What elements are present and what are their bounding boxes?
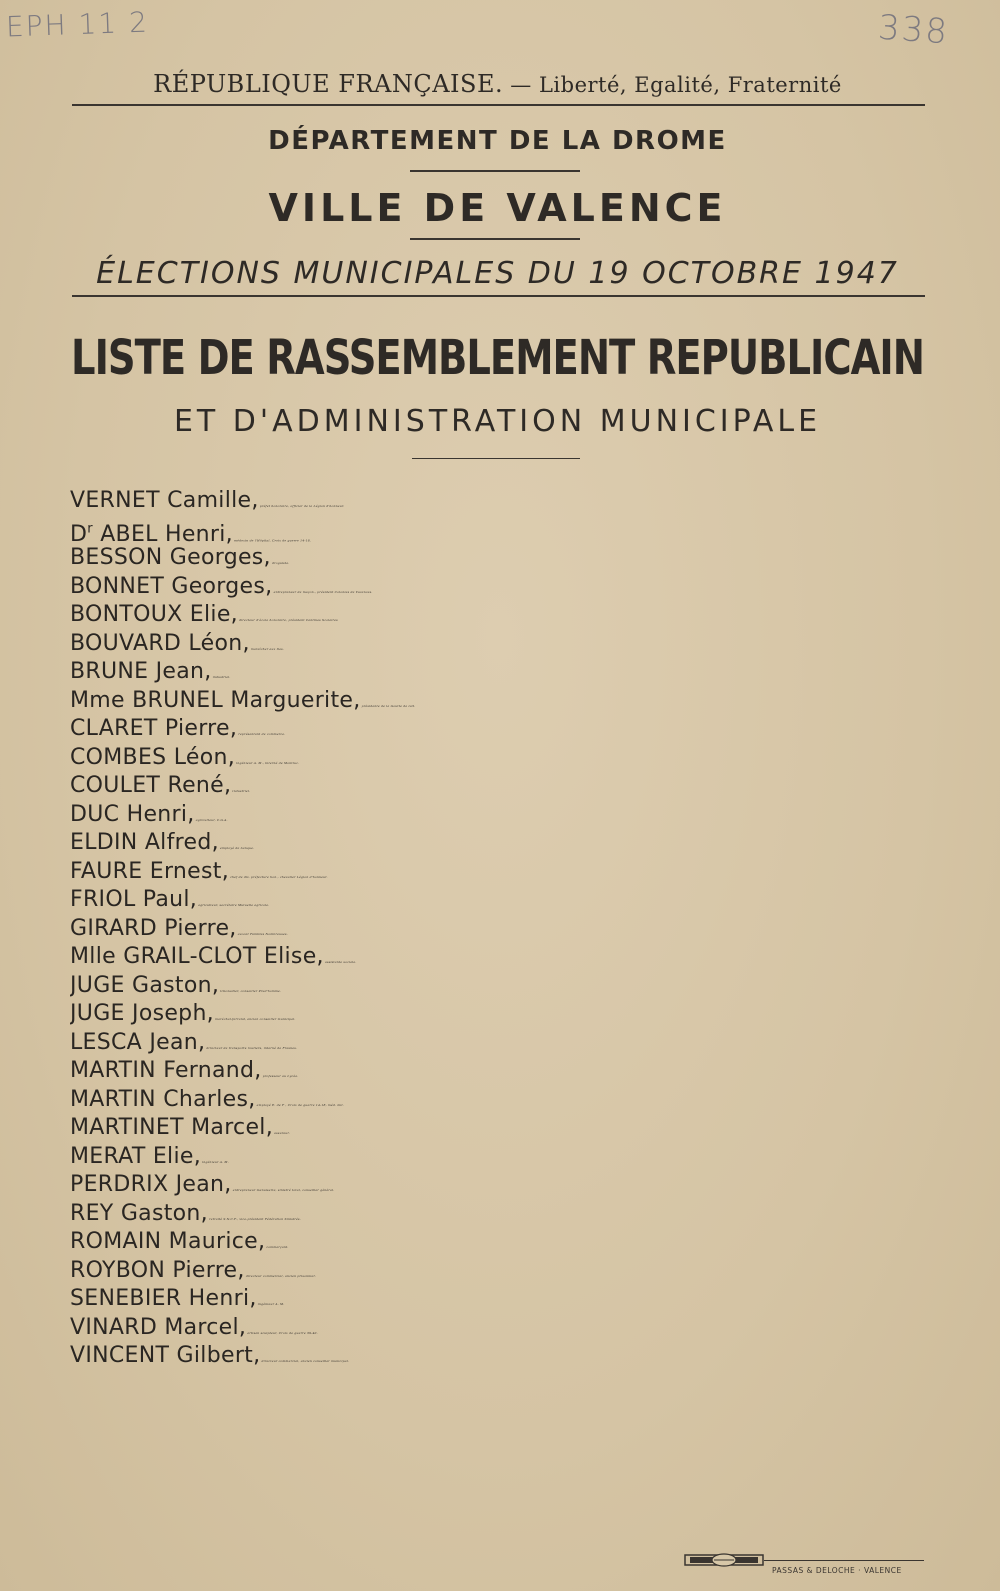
- candidate-description: directeur commercial, ancien prisonnier.: [244, 1273, 316, 1278]
- candidate-name: [70, 1229, 265, 1254]
- candidate-row: [70, 858, 960, 887]
- candidate-name: [70, 1343, 260, 1368]
- candidate-row: [70, 943, 960, 972]
- candidate-description: commerçant.: [265, 1245, 289, 1249]
- candidate-name: [70, 716, 237, 741]
- candidate-name: [70, 659, 212, 684]
- candidate-name: [70, 1315, 246, 1340]
- candidate-description: retraité S.N.C.F., vice-président Fédération Sinistrés.: [207, 1216, 301, 1221]
- candidate-description: ingénieur A. M.: [201, 1159, 229, 1164]
- printer-name: PASSAS & DELOCHE · VALENCE: [772, 1566, 902, 1575]
- candidate-row: [70, 1086, 960, 1115]
- candidate-row: [70, 886, 960, 915]
- candidate-name-text: ABEL Henri,: [92, 521, 233, 544]
- candidate-name: [70, 631, 250, 656]
- candidate-name-text: BOUVARD Léon,: [70, 630, 250, 656]
- candidate-description: assistante sociale.: [323, 960, 357, 964]
- candidate-list: [70, 487, 960, 1371]
- candidate-row: [70, 658, 960, 687]
- candidate-name-text: BESSON Georges,: [70, 545, 271, 570]
- candidate-name: [70, 488, 259, 513]
- candidate-row: [70, 544, 960, 573]
- candidate-description: assureur.: [273, 1131, 290, 1135]
- archive-page-number: 338: [876, 7, 951, 53]
- devise-text: — Liberté, Egalité, Fraternité: [503, 73, 842, 97]
- candidate-description: directeur commercial, ancien conseiller municipal.: [260, 1359, 350, 1363]
- candidate-name-text: FRIOL Paul,: [70, 887, 198, 912]
- candidate-row: [70, 630, 960, 659]
- candidate-name-text: BONTOUX Elie,: [70, 602, 238, 627]
- candidate-description: artisan sculpteur, Croix de guerre 39-40.: [246, 1330, 318, 1335]
- candidate-row: [70, 1314, 960, 1343]
- candidate-name-text: CLARET Pierre,: [70, 716, 238, 741]
- candidate-row: [70, 915, 960, 944]
- republique-line: [70, 70, 925, 98]
- candidate-row: [70, 516, 960, 545]
- candidate-name-text: Mlle GRAIL-CLOT Elise,: [70, 944, 324, 969]
- candidate-row: [70, 1342, 960, 1371]
- candidate-description: ingénieur A. M.: [256, 1302, 285, 1306]
- header-divider: [72, 295, 925, 297]
- republique-text: RÉPUBLIQUE FRANÇAISE.: [153, 70, 504, 98]
- header-divider: [72, 104, 925, 106]
- departement-heading: DÉPARTEMENT DE LA DROME: [268, 126, 727, 156]
- candidate-row: [70, 1000, 960, 1029]
- candidate-name: [70, 1001, 214, 1026]
- candidate-description: présidente de la Goutte de lait.: [360, 703, 416, 708]
- candidate-description: directeur de transports routiers, interné de Fresnes.: [205, 1045, 298, 1050]
- candidate-row: [70, 829, 960, 858]
- printer-logo-icon: [684, 1550, 764, 1570]
- candidate-name-text: BRUNE Jean,: [70, 659, 212, 684]
- candidate-name-text: VERNET Camille,: [70, 488, 259, 513]
- candidate-name-text: REY Gaston,: [70, 1200, 208, 1226]
- candidate-name-text: DUC Henri,: [70, 801, 195, 827]
- candidate-name-text: JUGE Gaston,: [70, 972, 220, 998]
- candidate-name-text: GIRARD Pierre,: [70, 915, 237, 941]
- candidate-name: [70, 1172, 232, 1197]
- candidate-name-text: LESCA Jean,: [70, 1029, 206, 1055]
- candidate-description: préfet honoraire, officier de la Légion d'honneur.: [258, 504, 345, 508]
- ville-heading: VILLE DE VALENCE: [268, 186, 727, 230]
- candidate-name: [70, 1115, 273, 1140]
- candidate-name: [70, 545, 271, 570]
- candidate-name: [70, 1286, 257, 1311]
- candidate-name-text: JUGE Joseph,: [70, 1001, 214, 1026]
- candidate-name-text: FAURE Ernest,: [70, 858, 229, 884]
- candidate-name: [70, 830, 219, 855]
- candidate-description: industriel.: [231, 789, 251, 793]
- candidate-row: [70, 1171, 960, 1200]
- archive-reference: EPH 11 2: [5, 5, 150, 44]
- candidate-name-text: ROMAIN Maurice,: [70, 1229, 266, 1254]
- candidate-row: [70, 772, 960, 801]
- printer-rule: [764, 1560, 924, 1561]
- candidate-description: maraîcher aux Iles.: [249, 646, 285, 651]
- candidate-description: entrepreneur de maçon., président Colonies de Vacances.: [272, 589, 373, 594]
- candidate-name: [70, 1030, 205, 1055]
- candidate-name: [70, 602, 238, 627]
- candidate-row: [70, 573, 960, 602]
- candidate-title-sup: r: [87, 521, 93, 537]
- candidate-name-text: MARTIN Charles,: [70, 1086, 256, 1112]
- candidate-description: chef de div. préfecture hon., chevalier Légion d'honneur.: [229, 874, 328, 879]
- candidate-description: représentant de commerce.: [237, 732, 286, 736]
- candidate-row: [70, 972, 960, 1001]
- candidate-title-prefix: D: [70, 521, 88, 544]
- candidate-name: [70, 522, 233, 544]
- candidate-row: [70, 715, 960, 744]
- candidate-description: limonadier, conseiller Prud'homme.: [219, 988, 282, 993]
- candidate-name: [70, 1087, 256, 1112]
- candidate-name: [70, 973, 219, 998]
- short-divider: [412, 458, 580, 459]
- candidate-description: agriculteur, secrétaire Mutuelle agricole.: [197, 903, 270, 907]
- candidate-name-text: COMBES Léon,: [70, 744, 236, 770]
- candidate-row: [70, 601, 960, 630]
- candidate-name: [70, 802, 195, 827]
- candidate-name: [70, 916, 237, 941]
- candidate-name: [70, 1058, 262, 1083]
- candidate-row: [70, 687, 960, 716]
- candidate-name-text: BONNET Georges,: [70, 573, 273, 599]
- candidate-name: [70, 859, 229, 884]
- candidate-name: [70, 1258, 245, 1283]
- list-subtitle: ET D'ADMINISTRATION MUNICIPALE: [173, 404, 822, 439]
- candidate-name: [70, 773, 231, 798]
- candidate-row: [70, 1114, 960, 1143]
- candidate-name-text: ROYBON Pierre,: [70, 1257, 245, 1283]
- candidate-description: médecin de l'Hôpital, Croix de guerre 14-18.: [232, 537, 311, 542]
- candidate-name-text: ELDIN Alfred,: [70, 830, 219, 855]
- candidate-description: professeur au Lycée.: [261, 1074, 299, 1078]
- candidate-description: droguiste.: [270, 561, 290, 565]
- candidate-description: employé de banque.: [218, 846, 255, 850]
- candidate-name-text: SENEBIER Henri,: [70, 1286, 257, 1311]
- candidate-row: [70, 1143, 960, 1172]
- candidate-row: [70, 1257, 960, 1286]
- candidate-name: [70, 745, 235, 770]
- elections-heading: ÉLECTIONS MUNICIPALES DU 19 OCTOBRE 1947: [96, 256, 899, 291]
- candidate-name-text: MERAT Elie,: [70, 1143, 202, 1169]
- candidate-description: avocat Familles Nombreuses.: [236, 931, 288, 936]
- candidate-name-text: VINARD Marcel,: [70, 1314, 247, 1340]
- candidate-name-text: PERDRIX Jean,: [70, 1172, 232, 1197]
- candidate-name-text: Mme BRUNEL Marguerite,: [70, 687, 361, 713]
- candidate-description: maréchal-ferrand, ancien conseiller municipal.: [213, 1017, 296, 1021]
- candidate-name: [70, 944, 324, 969]
- candidate-row: [70, 1029, 960, 1058]
- candidate-row: [70, 1200, 960, 1229]
- candidate-row: [70, 801, 960, 830]
- candidate-row: [70, 1228, 960, 1257]
- candidate-name-text: MARTINET Marcel,: [70, 1115, 273, 1140]
- short-divider: [410, 170, 580, 172]
- candidate-name: [70, 887, 197, 912]
- candidate-name: [70, 1201, 208, 1226]
- candidate-name: [70, 574, 272, 599]
- candidate-name-text: COULET René,: [70, 773, 232, 798]
- candidate-description: employé E. de F , Croix de guerre 14-18, méd. mil.: [255, 1102, 344, 1107]
- candidate-name-text: MARTIN Fernand,: [70, 1058, 262, 1083]
- list-title: LISTE DE RASSEMBLEMENT REPUBLICAIN: [71, 330, 924, 387]
- candidate-name: [70, 1144, 201, 1169]
- candidate-row: [70, 487, 960, 516]
- candidate-description: directeur d'école honoraire, président Cantines Scolaires: [237, 618, 338, 622]
- candidate-row: [70, 1057, 960, 1086]
- candidate-row: [70, 1285, 960, 1314]
- candidate-description: agriculteur, C.G.A.: [194, 817, 228, 822]
- candidate-description: industriel.: [211, 675, 231, 679]
- candidate-name-text: VINCENT Gilbert,: [70, 1343, 261, 1368]
- short-divider: [410, 238, 580, 240]
- candidate-name: [70, 688, 361, 713]
- candidate-description: ingénieur A. M., interné de Montluc.: [235, 760, 300, 765]
- candidate-description: entrepreneur menuiserie, sinistré total, conseiller général.: [231, 1188, 335, 1192]
- candidate-row: [70, 744, 960, 773]
- printer-mark: [684, 1548, 924, 1578]
